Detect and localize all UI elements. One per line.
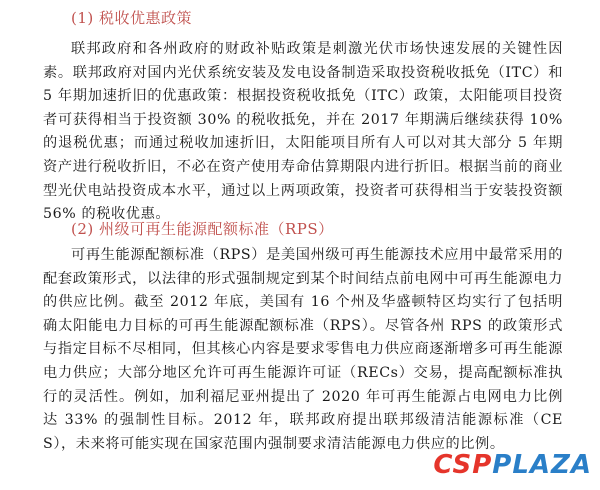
section-heading-rps: (2) 州级可再生能源配额标准（RPS） (71, 220, 334, 238)
section-heading-tax-incentives: (1) 税收优惠政策 (71, 9, 193, 27)
section-paragraph-tax-incentives: 联邦政府和各州政府的财政补贴政策是刺激光伏市场快速发展的关键性因素。联邦政府对国内光伏系统安装及发电设备制造采取投资税收抵免（ITC）和 5 年期加速折旧的优惠政策：根据投资税收抵免（ITC）政策，太阳能项目投资者可获得相当于投资额 30% 的税收抵免，并在 2017 年期满后继续获得 10% 的退税优惠；而通过税收加速折旧，太阳能项目所有人可以对其大部分 5 年期资产进行税收折旧，不必在资产使用寿命估算期限内进行折旧。根据当前的商业型光伏电站投资成本水平，通过以上两项政策，投资者可获得相当于安装投资额 56% 的税收优惠。 (43, 41, 563, 223)
section-paragraph-rps: 可再生能源配额标准（RPS）是美国州级可再生能源技术应用中最常采用的配套政策形式，以法律的形式强制规定到某个时间结点前电网中可再生能源电力的供应比例。截至 2012 年底，美国有 16 个州及华盛顿特区均实行了包括明确太阳能电力目标的可再生能源配额标准（RPS）。尽管各州 RPS 的政策形式与指定目标不尽相同，但其核心内容是要求零售电力供应商逐渐增多可再生能源电力供应；大部分地区允许可再生能源许可证（RECs）交易，提高配额标准执行的灵活性。例如，加利福尼亚州提出了 2020 年可再生能源占电网电力比例达 33% 的强制性目标。2012 年，联邦政府提出联邦级清洁能源标准（CES），未来将可能实现在国家范围内强制要求清洁能源电力供应的比例。 (43, 247, 563, 452)
watermark-csp-text: CSP (433, 450, 493, 480)
cspplaza-watermark-logo (433, 450, 592, 480)
watermark-plaza-text: PLAZA (492, 450, 592, 480)
